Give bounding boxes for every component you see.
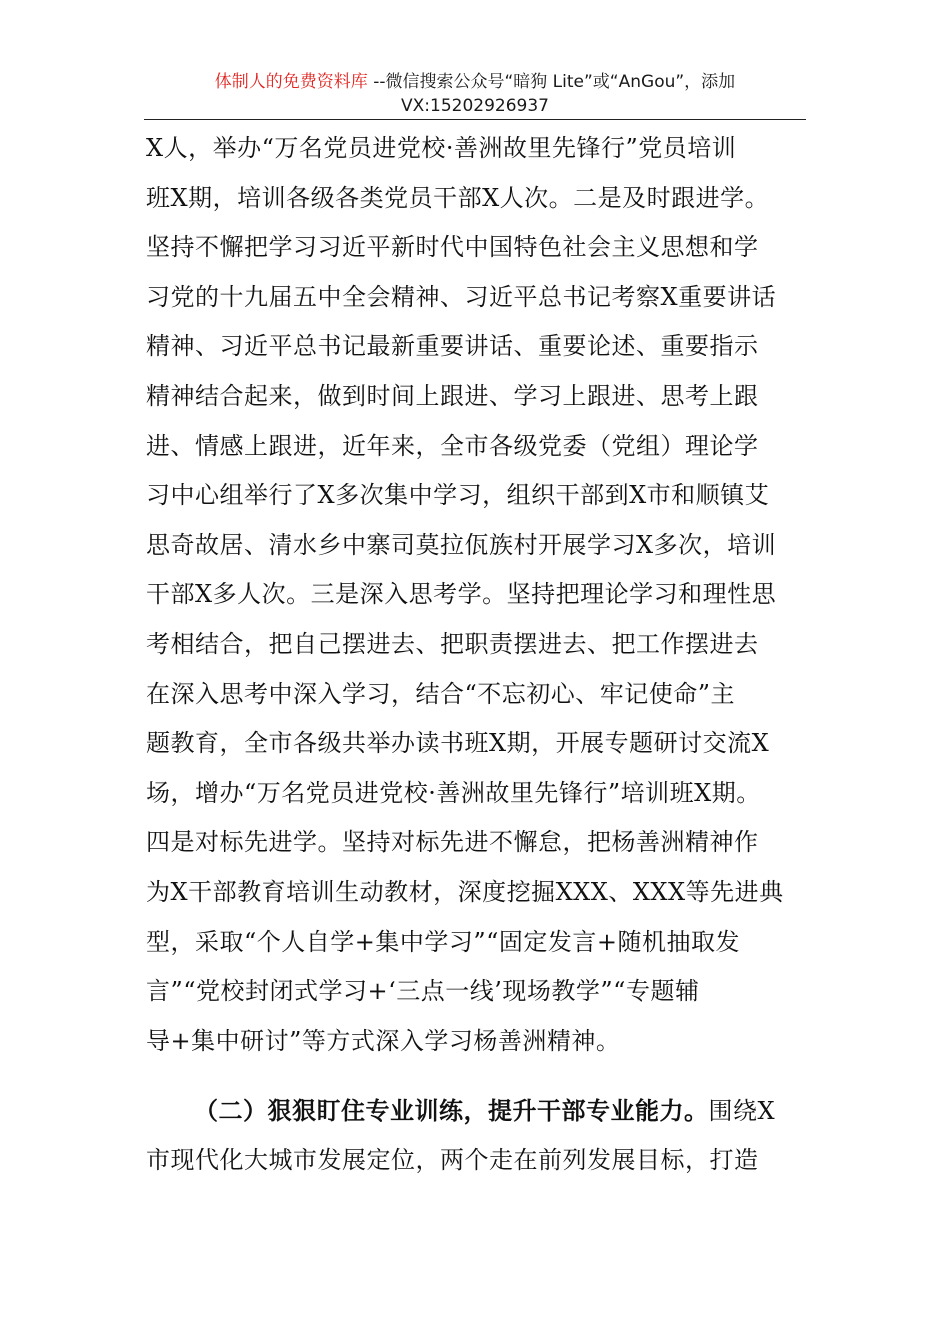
text-line: 言”“党校封闭式学习+‘三点一线’现场教学”“专题辅: [146, 977, 700, 1006]
watermark-header: [144, 70, 806, 118]
section-text: 围绕X: [708, 1097, 776, 1126]
text-line: 在深入思考中深入学习，结合“不忘初心、牢记使命”主: [146, 679, 736, 708]
text-line: 精神、习近平总书记最新重要讲话、重要论述、重要指示: [146, 332, 759, 361]
text-line: 四是对标先进学。坚持对标先进不懈怠，把杨善洲精神作: [146, 828, 759, 857]
text-line: 考相结合，把自己摆进去、把职责摆进去、把工作摆进去: [146, 629, 759, 658]
text-line: 市现代化大城市发展定位，两个走在前列发展目标，打造: [146, 1145, 759, 1174]
text-line: 坚持不懈把学习习近平新时代中国特色社会主义思想和学: [146, 233, 759, 262]
header-brand: 体制人的免费资料库: [214, 72, 368, 92]
text-line: 导+集中研讨”等方式深入学习杨善洲精神。: [146, 1026, 621, 1055]
text-line: X人，举办“万名党员进党校·善洲故里先锋行”党员培训: [146, 134, 737, 162]
text-line: 为X干部教育培训生动教材，深度挖掘XXX、XXX等先进典: [146, 877, 784, 906]
text-line: 班X期，培训各级各类党员干部X人次。二是及时跟进学。: [146, 183, 770, 212]
text-line: 干部X多人次。三是深入思考学。坚持把理论学习和理性思: [146, 580, 777, 609]
header-search-note: --微信搜索公众号“暗狗 Lite”或“AnGou”，添加: [367, 72, 736, 92]
text-line: 思奇故居、清水乡中寨司莫拉佤族村开展学习X多次，培训: [146, 530, 777, 559]
text-line: 场，增办“万名党员进党校·善洲故里先锋行”培训班X期。: [146, 778, 761, 807]
text-line: 精神结合起来，做到时间上跟进、学习上跟进、思考上跟: [146, 381, 759, 410]
header-line-1: [144, 70, 806, 94]
paragraph-1: [146, 124, 808, 1066]
text-line: 题教育，全市各级共举办读书班X期，开展专题研讨交流X: [146, 729, 770, 758]
text-line: 习中心组举行了X多次集中学习，组织干部到X市和顺镇艾: [146, 481, 770, 510]
text-line: 进、情感上跟进，近年来，全市各级党委（党组）理论学: [146, 431, 759, 460]
section-heading: （二）狠狠盯住专业训练，提升干部专业能力。: [194, 1096, 709, 1126]
section-heading-line: [146, 1086, 808, 1136]
text-line: 型，采取“个人自学+集中学习”“固定发言+随机抽取发: [146, 927, 741, 956]
document-body: [146, 124, 808, 1185]
paragraph-2: [146, 1086, 808, 1185]
header-contact: VX:15202926937: [401, 96, 549, 116]
header-divider: [144, 119, 806, 120]
text-line: 习党的十九届五中全会精神、习近平总书记考察X重要讲话: [146, 282, 777, 311]
